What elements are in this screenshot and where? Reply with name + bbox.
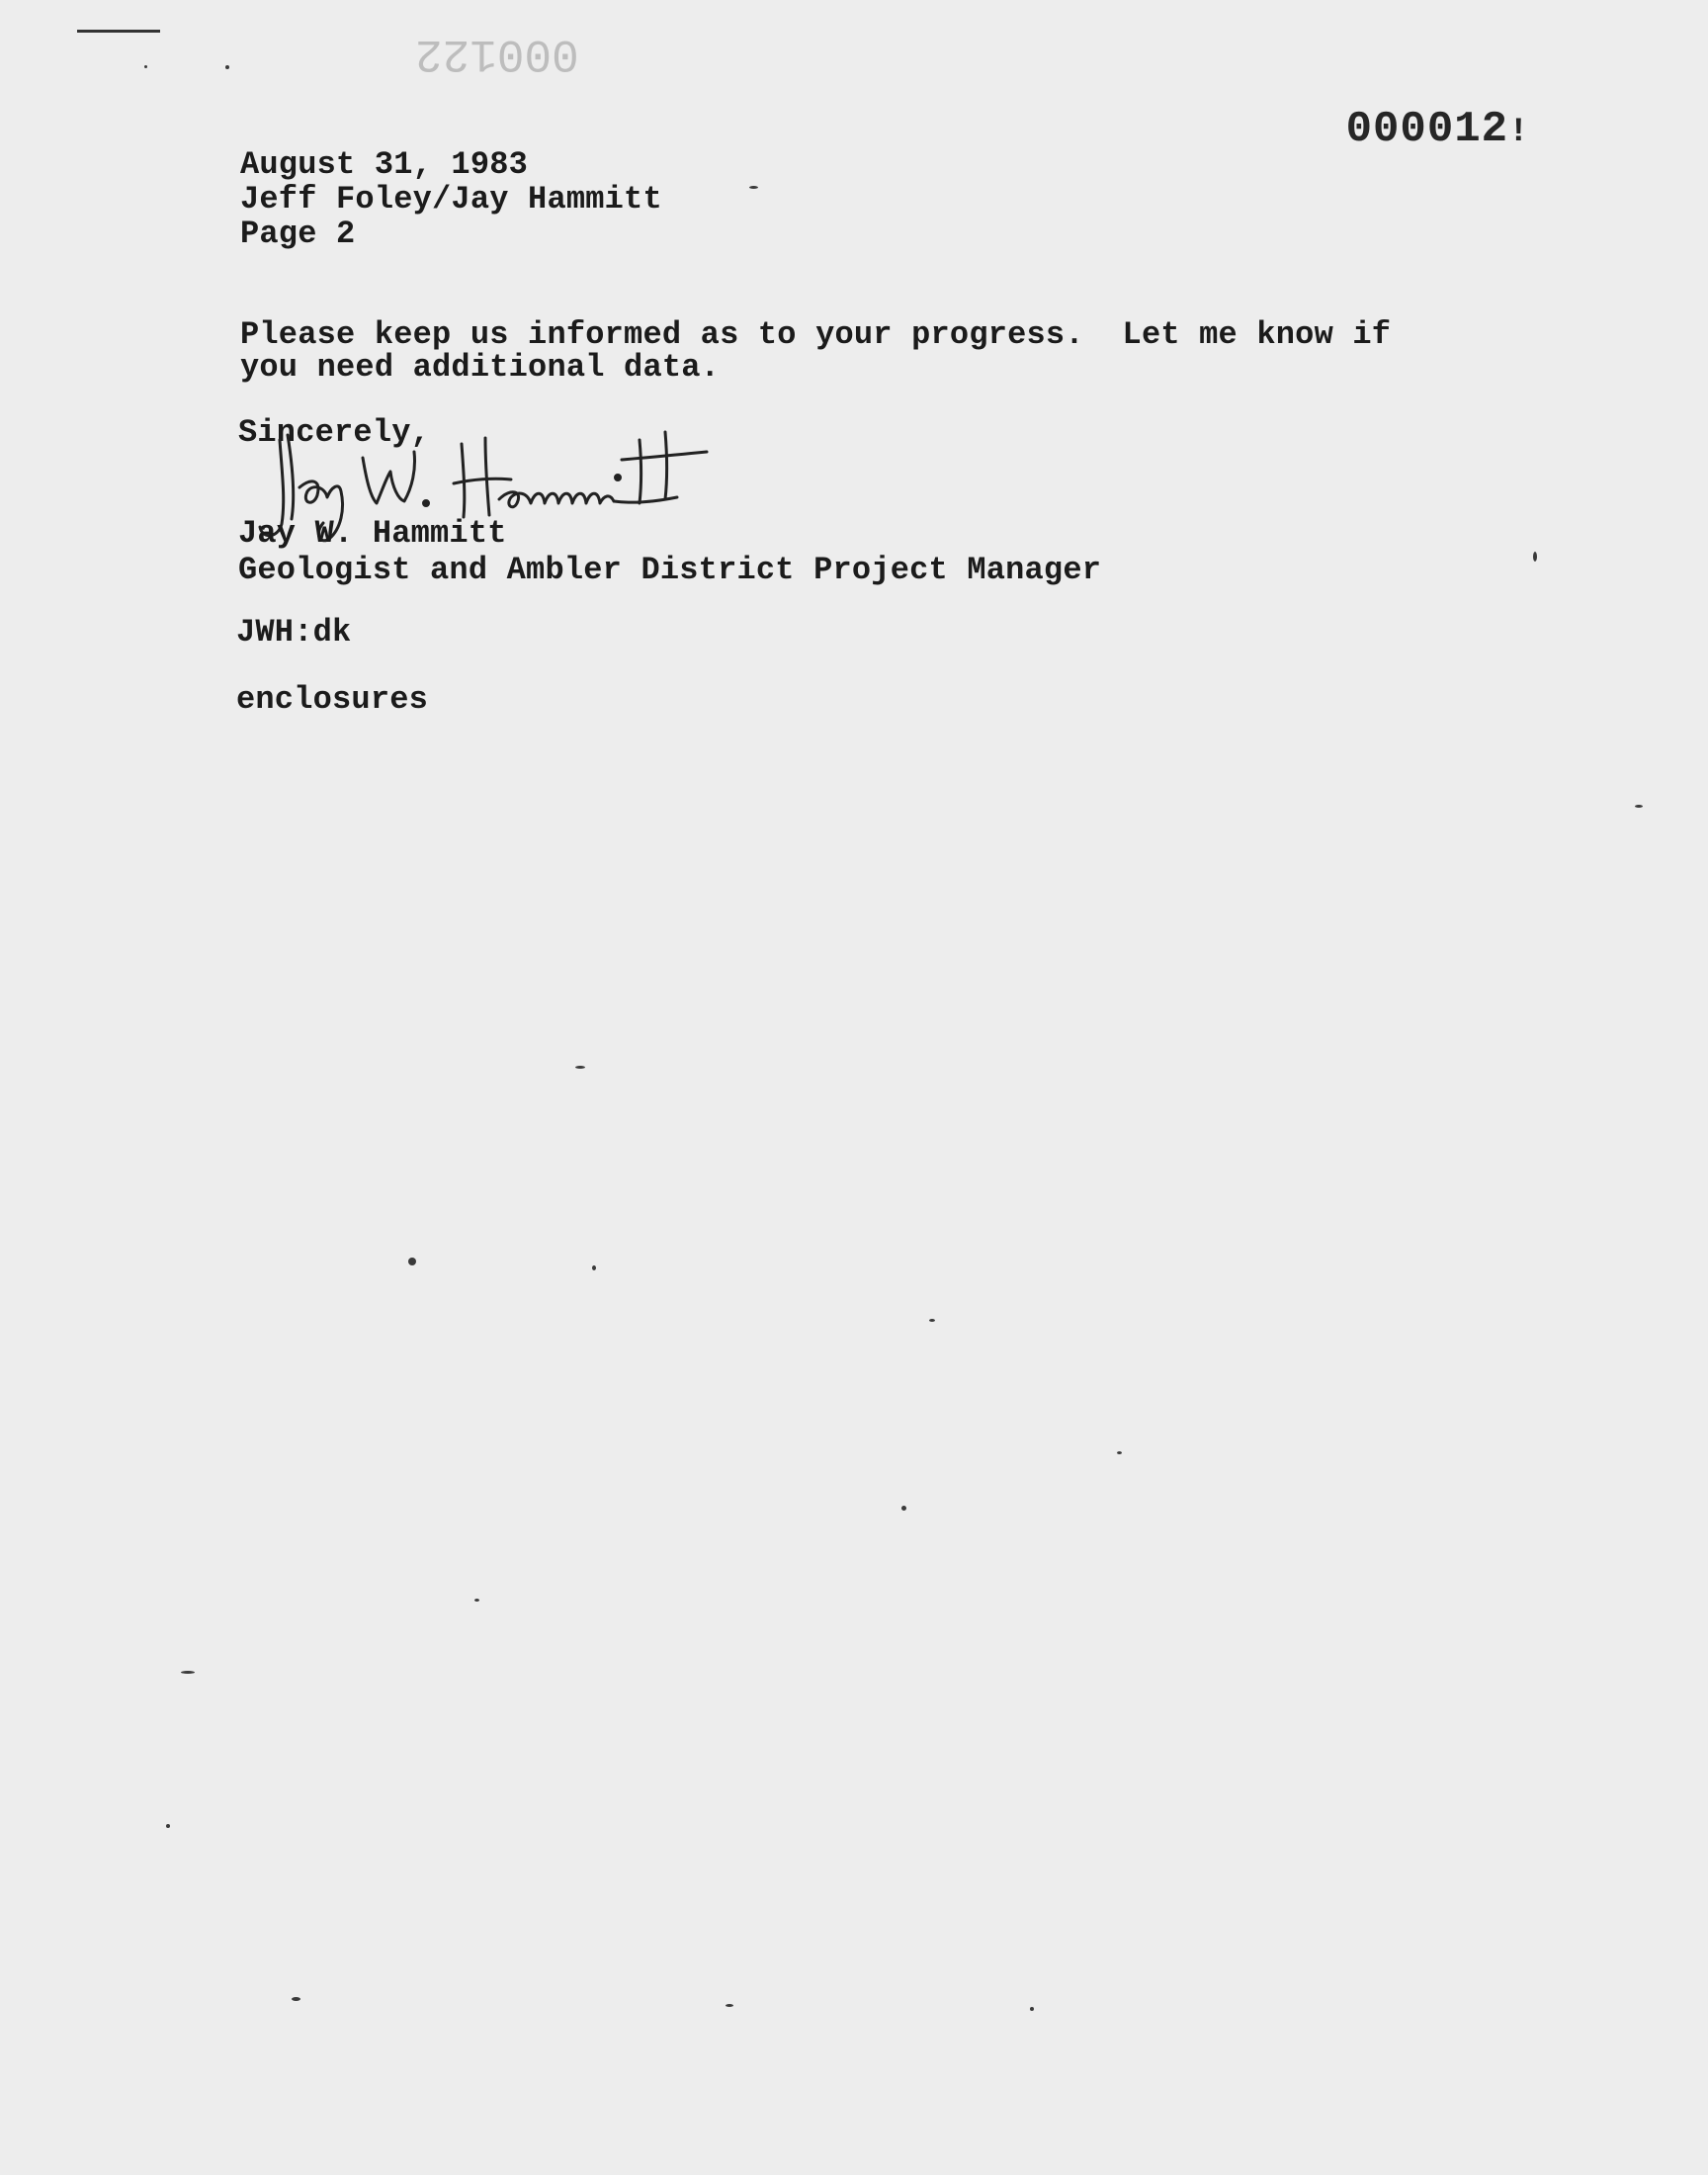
scan-speck xyxy=(1533,552,1537,562)
scan-speck xyxy=(1117,1451,1122,1454)
scan-speck xyxy=(901,1506,906,1511)
body-line-1: Please keep us informed as to your progress. Let me know if xyxy=(240,316,1392,353)
scan-speck xyxy=(575,1066,585,1069)
scan-speck xyxy=(144,65,147,68)
closing: Sincerely, xyxy=(238,414,431,451)
scan-mark xyxy=(77,30,160,33)
scan-speck xyxy=(474,1599,479,1602)
enclosures-note: enclosures xyxy=(236,681,429,718)
scan-speck xyxy=(929,1319,935,1322)
letter-recipient: Jeff Foley/Jay Hammitt xyxy=(240,181,662,218)
scan-speck xyxy=(749,186,758,189)
body-line-2: you need additional data. xyxy=(240,349,721,386)
scan-speck xyxy=(592,1265,596,1270)
signer-name: Jay W. Hammitt xyxy=(238,515,507,552)
scan-speck xyxy=(181,1671,195,1674)
reference-initials: JWH:dk xyxy=(236,614,352,651)
stamp-digits: 000012 xyxy=(1345,105,1509,154)
scan-speck xyxy=(225,65,229,69)
ghost-stamp-number: 000122 xyxy=(415,28,579,79)
scan-speck xyxy=(1030,2007,1034,2011)
scan-speck xyxy=(166,1824,170,1828)
scan-speck xyxy=(726,2004,733,2007)
stamp-suffix: ! xyxy=(1508,114,1530,151)
scan-speck xyxy=(1635,805,1643,808)
scan-speck xyxy=(408,1258,416,1265)
letter-date: August 31, 1983 xyxy=(240,146,529,183)
scan-speck xyxy=(292,1997,300,2001)
document-stamp-number xyxy=(1238,55,1529,204)
page-number: Page 2 xyxy=(240,216,356,252)
signer-title: Geologist and Ambler District Project Manager xyxy=(238,552,1102,588)
